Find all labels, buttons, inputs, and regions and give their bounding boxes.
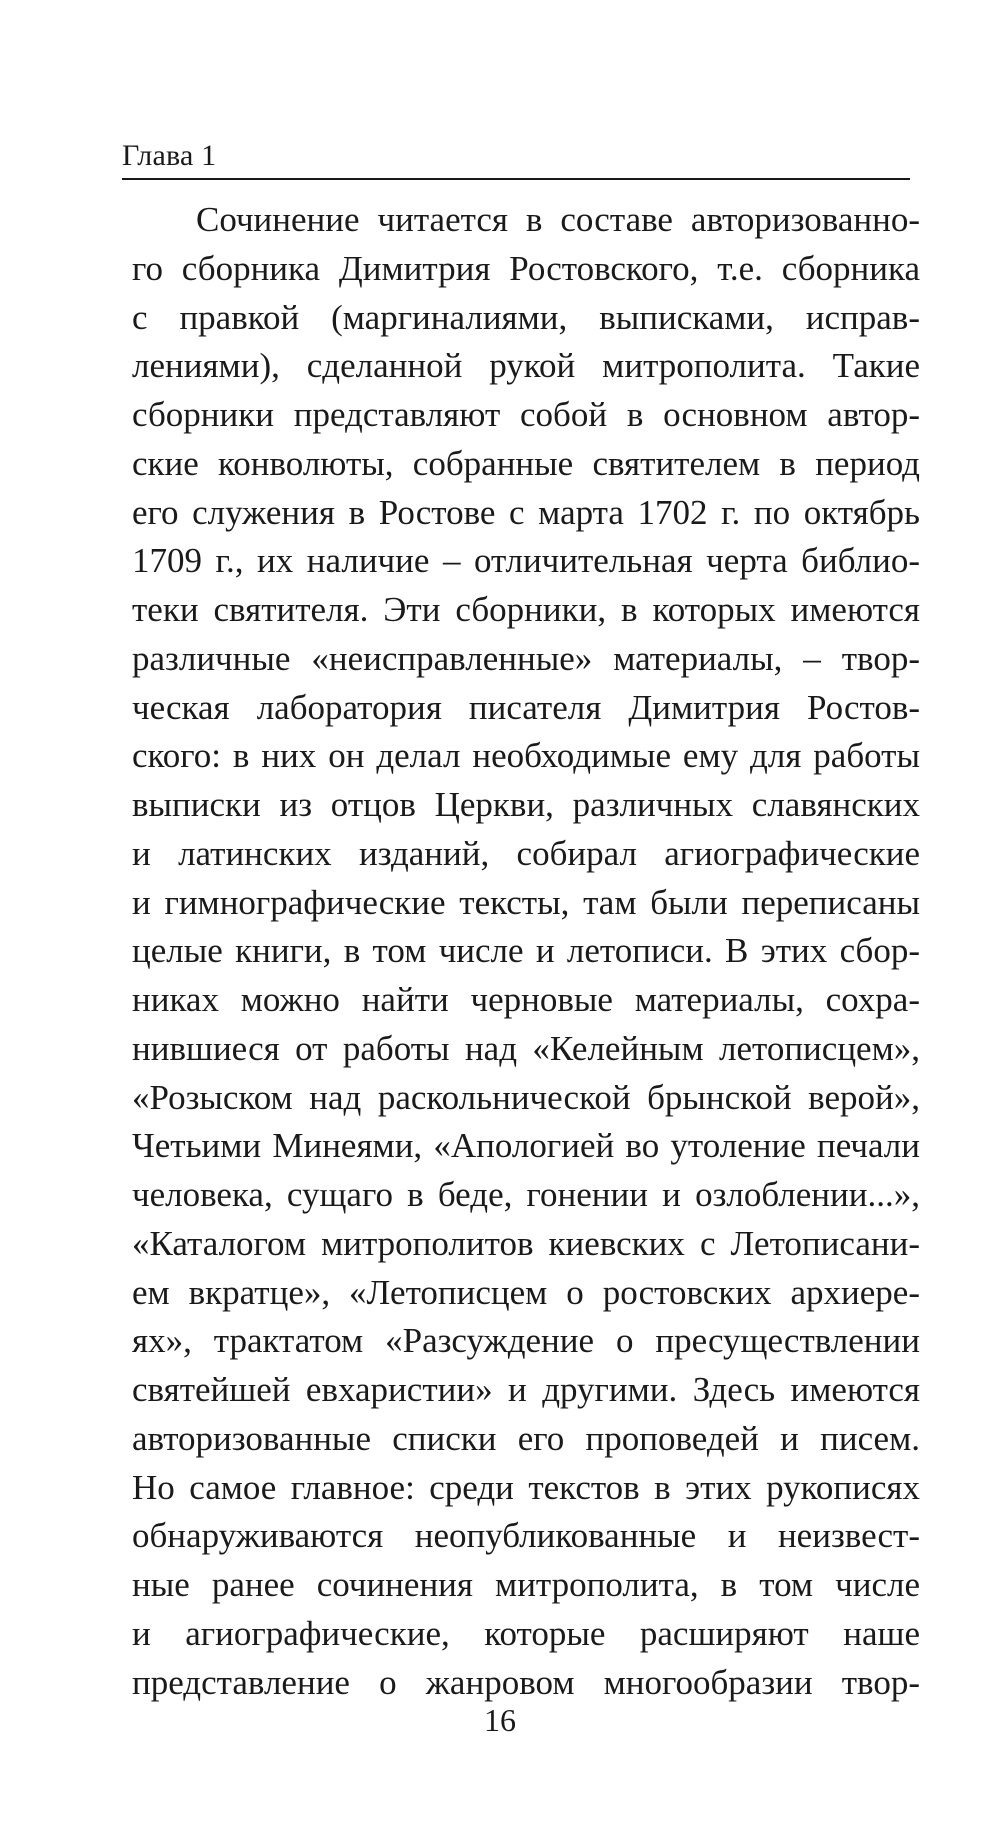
- text-line: представление о жанровом многообразии твор-: [132, 1662, 920, 1702]
- text-line: теки святителя. Эти сборники, в которых имеются: [132, 590, 920, 629]
- text-line: го сборника Димитрия Ростовского, т.е. сборника: [132, 248, 920, 288]
- text-line: Но самое главное: среди текстов в этих рукописях: [132, 1467, 920, 1507]
- text-line: ные ранее сочинения митрополита, в том числе: [132, 1565, 920, 1604]
- text-line: с правкой (маргиналиями, выписками, исправ-: [132, 297, 920, 337]
- text-line: и гимнографические тексты, там были переписаны: [132, 882, 920, 922]
- text-line: Четьими Минеями, «Апологией во утоление печали: [132, 1126, 920, 1166]
- text-line: его служения в Ростове с марта 1702 г. по октябрь: [132, 492, 920, 532]
- text-line: выписки из отцов Церкви, различных славянских: [132, 785, 920, 824]
- text-line: никах можно найти черновые материалы, сохра-: [132, 980, 920, 1019]
- text-line: нившиеся от работы над «Келейным летописцем»,: [132, 1028, 920, 1068]
- text-line: обнаруживаются неопубликованные и неизвест-: [132, 1516, 920, 1556]
- text-line: человека, сущаго в беде, гонении и озлоблении...»,: [132, 1175, 920, 1214]
- page-number: 16: [484, 1702, 516, 1738]
- text-line: ях», трактатом «Разсуждение о пресуществлении: [132, 1321, 920, 1361]
- running-head: Глава 1: [122, 139, 217, 172]
- text-line: различные «неисправленные» материалы, – твор-: [132, 638, 920, 678]
- text-line: «Розыском над раскольнической брынской верой»,: [132, 1077, 920, 1117]
- text-line: и агиографические, которые расширяют наше: [132, 1613, 920, 1653]
- text-line: ем вкратце», «Летописцем о ростовских архиере-: [132, 1272, 920, 1312]
- text-line: ческая лаборатория писателя Димитрия Ростов-: [132, 687, 920, 727]
- text-line: и латинских изданий, собирал агиографические: [132, 833, 920, 873]
- header-rule: [122, 178, 910, 180]
- text-line: Сочинение читается в составе авторизованно-: [196, 200, 920, 239]
- text-line: святейшей евхаристии» и другими. Здесь имеются: [132, 1370, 920, 1409]
- text-line: ские конволюты, собранные святителем в период: [132, 443, 920, 483]
- text-line: «Каталогом митрополитов киевских с Летописани-: [132, 1223, 920, 1263]
- text-line: целые книги, в том числе и летописи. В этих сбор-: [132, 931, 920, 971]
- text-line: 1709 г., их наличие – отличительная черта библио-: [132, 541, 920, 581]
- text-line: сборники представляют собой в основном автор-: [132, 395, 920, 434]
- text-line: ского: в них он делал необходимые ему для работы: [132, 736, 920, 776]
- text-line: авторизованные списки его проповедей и писем.: [132, 1418, 920, 1458]
- text-line: лениями), сделанной рукой митрополита. Такие: [132, 346, 920, 386]
- body-text: [132, 196, 920, 1707]
